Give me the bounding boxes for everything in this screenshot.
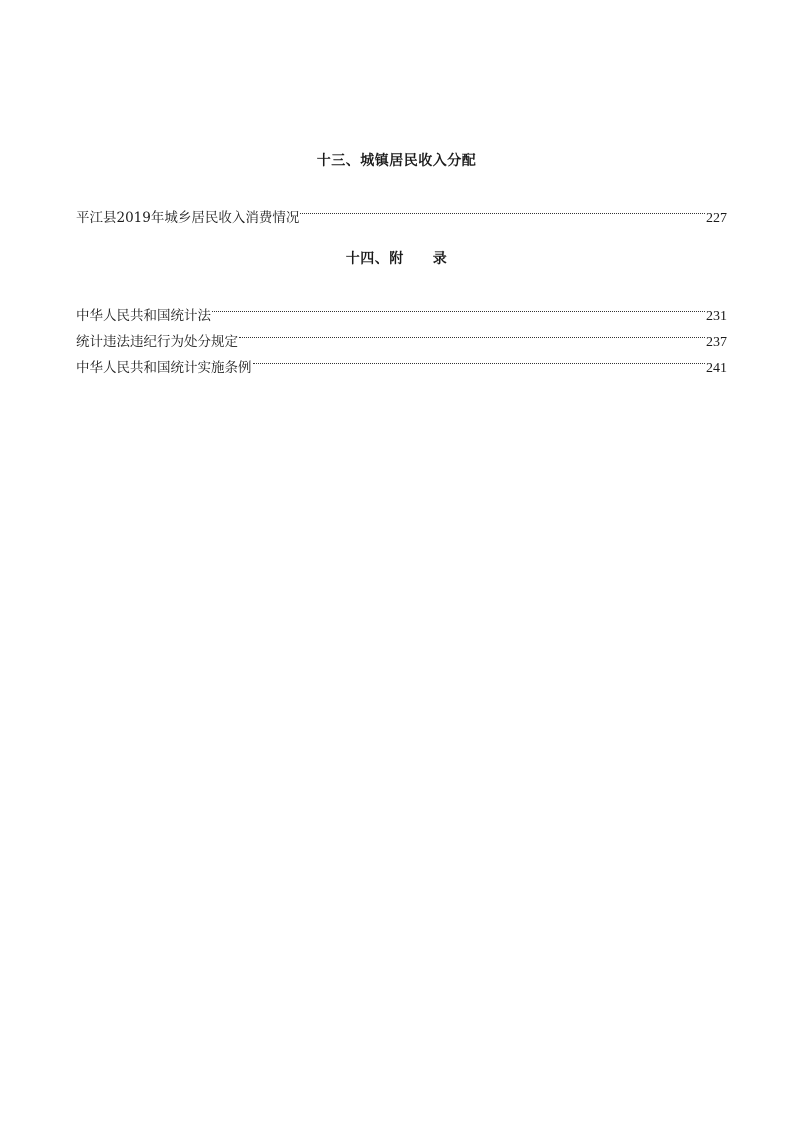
toc-entry-page-number: 231 [706, 309, 727, 324]
toc-entry[interactable] [76, 196, 727, 226]
toc-leader-dots [300, 196, 705, 222]
section-heading-13: 十三、城镇居民收入分配 [316, 153, 477, 169]
toc-leader-dots [253, 346, 706, 372]
toc-entry-page-number: 227 [706, 211, 727, 226]
toc-entry-title: 平江县2019年城乡居民收入消费情况 [76, 210, 300, 226]
toc-leader-dots [212, 294, 705, 320]
toc-entry-title: 中华人民共和国统计实施条例 [76, 360, 252, 376]
toc-entry-page-number: 237 [706, 335, 727, 350]
toc-entry-title: 中华人民共和国统计法 [76, 308, 211, 324]
toc-entry[interactable] [76, 294, 727, 324]
toc-entry-title: 统计违法违纪行为处分规定 [76, 334, 238, 350]
toc-list-section-14 [76, 294, 727, 376]
toc-leader-dots [239, 320, 705, 346]
toc-list-section-13 [76, 196, 727, 226]
section-heading-14: 十四、附 录 [345, 251, 448, 267]
toc-entry-page-number: 241 [706, 361, 727, 376]
